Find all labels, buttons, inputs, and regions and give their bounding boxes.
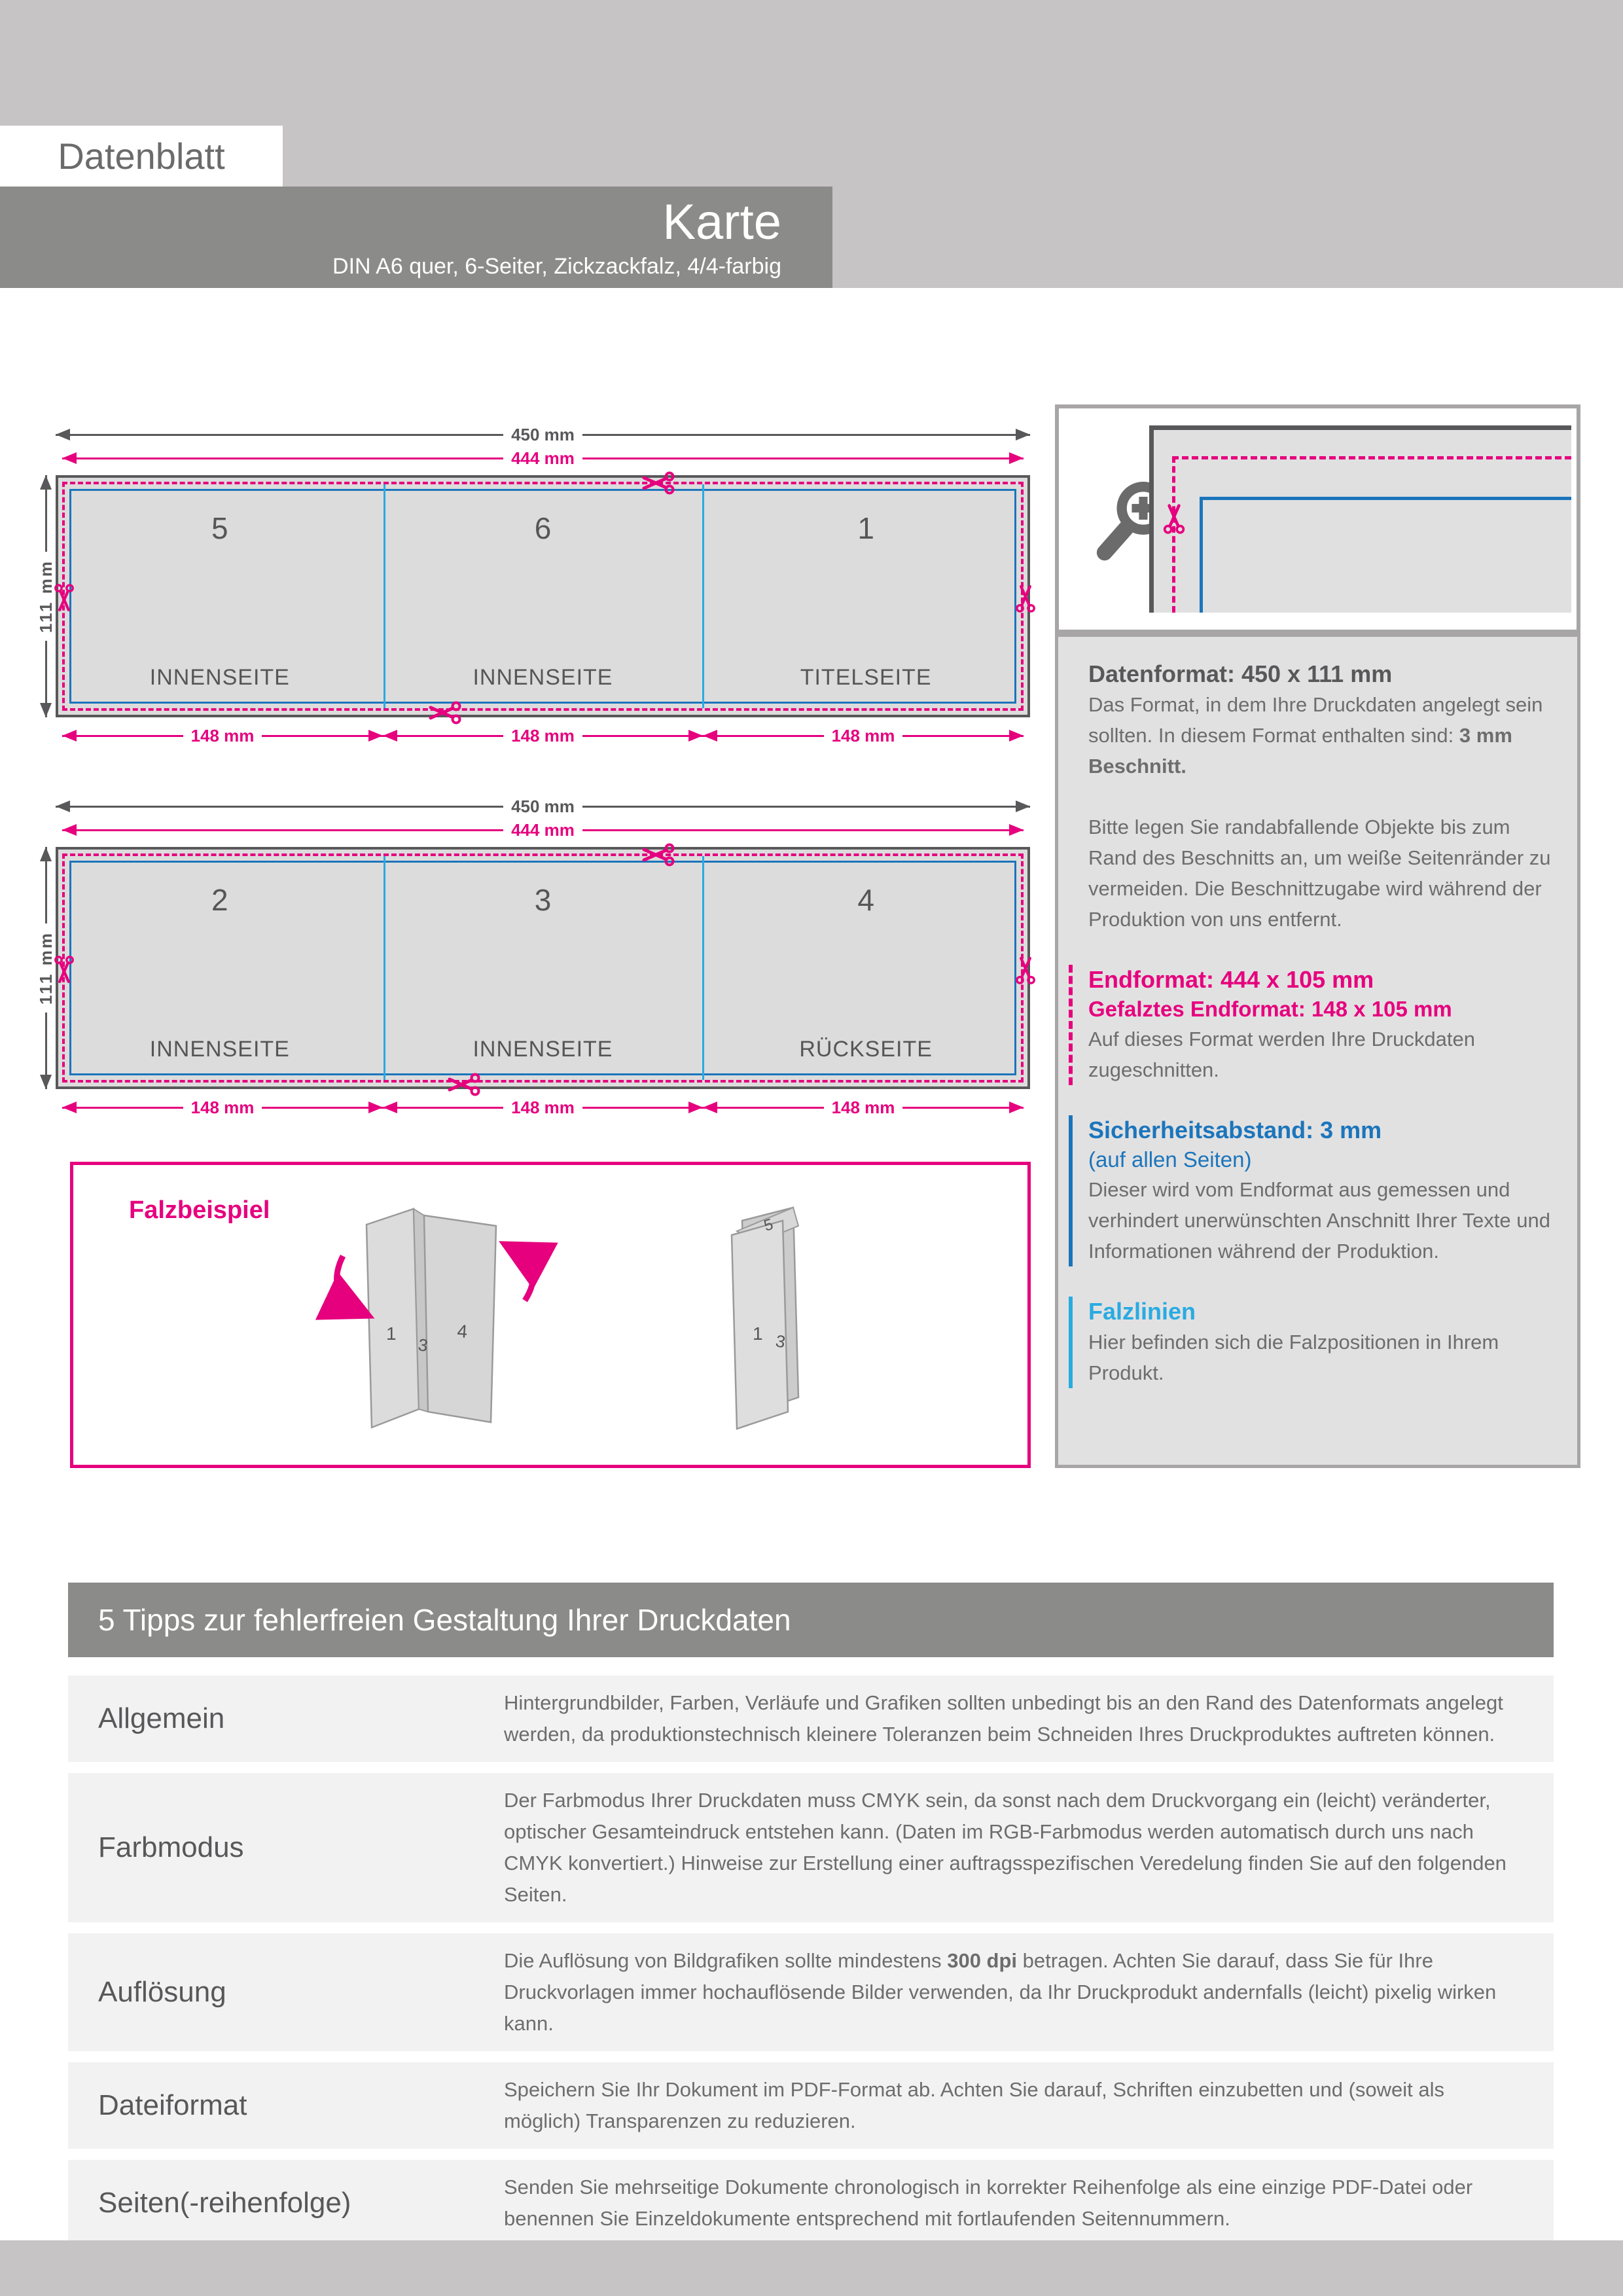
dim-label: 148 mm — [503, 726, 582, 746]
falzlinien-block — [1069, 1297, 1555, 1388]
svg-text:1: 1 — [386, 1323, 397, 1344]
product-title-band — [0, 187, 832, 288]
tip-text-part: betragen. Achten Sie darauf, dass Sie für Ihre Druckvorlagen immer hochauflösende Bilder verwenden, da Ihr Druckprodukt andernfalls (leicht) pixelig wirken kann. — [504, 1949, 1497, 2035]
panel-number: 2 — [211, 883, 228, 917]
panel-number: 1 — [857, 511, 874, 545]
doc-type-label: Datenblatt — [58, 135, 225, 177]
tip-row-dateiformat — [68, 2062, 1554, 2149]
tip-text-part: Die Auflösung von Bildgrafiken sollte mindestens — [504, 1949, 948, 1972]
dim-label: 444 mm — [503, 448, 582, 469]
sicherheitsabstand-block — [1069, 1115, 1555, 1266]
svg-text:5: 5 — [762, 1215, 776, 1235]
dim-label: 450 mm — [503, 425, 582, 445]
dim-panel-width — [703, 726, 1024, 745]
svg-text:1: 1 — [753, 1323, 763, 1344]
panel-label: INNENSEITE — [149, 1037, 290, 1062]
tip-text-part: Der Farbmodus Ihrer Druckdaten muss CMYK sein, da sonst nach dem Druckvorgang ein (leicht) veränderter, optischer Gesamteindruck entstehen kann. (Daten im RGB-Farbmodus werden automatisch durch uns nach CMYK konvertiert.) Hinweise zur Erstellung einer auftragsspezifischen Veredelung finden Sie auf den folgenden Seiten. — [504, 1789, 1507, 1906]
page-header — [0, 0, 1623, 288]
sicherheitsabstand-subheading: (auf allen Seiten) — [1088, 1147, 1252, 1172]
endformat-subheading: Gefalztes Endformat: 148 x 105 mm — [1088, 997, 1452, 1021]
endformat-block — [1069, 965, 1555, 1085]
panel-label: TITELSEITE — [800, 665, 932, 690]
tip-row-aufloesung — [68, 1933, 1554, 2051]
tip-row-allgemein — [68, 1676, 1554, 1762]
safety-margin-line — [1200, 497, 1571, 500]
endformat-cut-line — [1172, 456, 1571, 459]
tip-row-seitenreihenfolge — [68, 2160, 1554, 2246]
panel-label: INNENSEITE — [473, 1037, 613, 1062]
tip-row-farbmodus — [68, 1773, 1554, 1922]
dim-datenformat-width — [56, 425, 1030, 444]
dim-label: 148 mm — [183, 726, 262, 746]
print-sheet — [56, 847, 1030, 1089]
panel-label: INNENSEITE — [149, 665, 290, 690]
scissors-icon — [54, 583, 75, 613]
sheet-panel — [58, 478, 382, 715]
panel-number: 5 — [211, 511, 228, 545]
sheet-panel — [382, 850, 705, 1086]
tip-text-part: Senden Sie mehrseitige Dokumente chronologisch in korrekter Reihenfolge als eine einzige PDF-Datei oder benennen Sie Einzeldokumente entsprechend mit fortlaufenden Seitennummern. — [504, 2176, 1473, 2230]
tip-text — [504, 1785, 1515, 1910]
tip-label: Farbmodus — [98, 1831, 244, 1863]
dim-panel-width — [383, 1098, 703, 1117]
tip-text — [504, 2074, 1515, 2137]
dim-panel-width — [383, 726, 703, 745]
sheet-panel — [58, 850, 382, 1086]
dim-label: 450 mm — [503, 797, 582, 817]
tips-header-band — [68, 1583, 1554, 1657]
dim-endformat-width — [62, 821, 1024, 839]
scissors-icon — [640, 843, 675, 867]
panel-number: 3 — [534, 883, 552, 917]
sicherheitsabstand-heading: Sicherheitsabstand: 3 mm — [1088, 1117, 1382, 1143]
dim-label: 148 mm — [183, 1098, 262, 1118]
format-diagram-front — [35, 419, 1041, 798]
dim-panel-width — [62, 1098, 383, 1117]
tip-label: Allgemein — [98, 1702, 225, 1734]
tip-label: Dateiformat — [98, 2089, 247, 2121]
dim-panel-width — [703, 1098, 1024, 1117]
dim-panel-width — [62, 726, 383, 745]
tip-label: Auflösung — [98, 1976, 226, 2008]
tip-text-bold: 300 dpi — [947, 1949, 1018, 1972]
dim-datenformat-height — [37, 847, 55, 1089]
scissors-icon — [1015, 955, 1036, 985]
zigzag-fold-closed-illustration — [695, 1201, 852, 1443]
format-info-panel — [1055, 634, 1580, 1468]
panel-label: INNENSEITE — [473, 665, 613, 690]
datenformat-block — [1088, 659, 1555, 781]
dim-label: 111 mm — [36, 924, 56, 1013]
zigzag-fold-open-illustration — [309, 1201, 584, 1443]
tips-title: 5 Tipps zur fehlerfreien Gestaltung Ihrer Druckdaten — [98, 1603, 791, 1637]
fold-arrow-icon — [514, 1249, 533, 1300]
dim-label: 148 mm — [824, 1098, 903, 1118]
falzlinien-body: Hier befinden sich die Falzpositionen in Ihrem Produkt. — [1088, 1331, 1499, 1384]
tip-label: Seiten(-reihenfolge) — [98, 2187, 351, 2219]
scissors-icon — [446, 1073, 481, 1096]
bleed-note-body: Bitte legen Sie randabfallende Objekte bis zum Rand des Beschnitts an, um weiße Seitenränder zu vermeiden. Die Beschnittzugabe wird während der Produktion von uns entfernt. — [1088, 816, 1551, 931]
fold-example-title: Falzbeispiel — [129, 1196, 270, 1224]
tip-text — [504, 1687, 1515, 1750]
product-subtitle: DIN A6 quer, 6-Seiter, Zickzackfalz, 4/4-farbig — [332, 253, 781, 279]
tip-text-part: Hintergrundbilder, Farben, Verläufe und Grafiken sollten unbedingt bis an den Rand des Datenformats angelegt werden, da produktionstechnisch kleinere Toleranzen beim Schneiden Ihres Druckproduktes auftreten können. — [504, 1691, 1503, 1746]
panel-label: RÜCKSEITE — [799, 1037, 933, 1062]
tips-table — [68, 1676, 1554, 2257]
fold-example-box — [70, 1162, 1031, 1468]
body-text: Das Format, in dem Ihre Druckdaten angelegt sein sollten. In diesem Format enthalten sind: — [1088, 693, 1543, 747]
dim-label: 148 mm — [824, 726, 903, 746]
svg-text:3: 3 — [774, 1331, 787, 1352]
dim-label: 111 mm — [36, 552, 56, 641]
scissors-icon — [1015, 583, 1036, 613]
falzlinien-heading: Falzlinien — [1088, 1298, 1196, 1325]
dim-label: 148 mm — [503, 1098, 582, 1118]
dim-datenformat-width — [56, 797, 1030, 816]
format-diagram-back — [35, 791, 1041, 1170]
tip-text — [504, 1945, 1515, 2039]
panel-number: 4 — [857, 883, 874, 917]
tip-text-part: Speichern Sie Ihr Dokument im PDF-Format ab. Achten Sie darauf, Schriften einzubetten und (soweit als möglich) Transparenzen zu reduzieren. — [504, 2078, 1445, 2132]
sheet-panel — [704, 850, 1027, 1086]
sheet-corner-detail — [1149, 425, 1571, 613]
panel-number: 6 — [534, 511, 552, 545]
sheet-panel — [382, 478, 705, 715]
bleed-note-block — [1088, 812, 1555, 935]
dim-datenformat-height — [37, 475, 55, 717]
fold-arrow-icon — [337, 1256, 359, 1311]
endformat-heading: Endformat: 444 x 105 mm — [1088, 966, 1374, 993]
safety-margin-line — [1200, 497, 1203, 613]
endformat-body: Auf dieses Format werden Ihre Druckdaten zugeschnitten. — [1088, 1028, 1475, 1081]
scissors-icon — [640, 471, 675, 495]
datenformat-heading: Datenformat: 450 x 111 mm — [1088, 660, 1393, 687]
datenformat-body — [1088, 689, 1555, 781]
print-sheet — [56, 475, 1030, 717]
svg-text:3: 3 — [417, 1335, 429, 1355]
product-title: Karte — [662, 194, 781, 250]
doc-type-box — [0, 126, 283, 187]
page-footer-band — [0, 2240, 1623, 2296]
dim-endformat-width — [62, 449, 1024, 467]
scissors-icon — [1163, 502, 1185, 535]
body-text-bold: 3 mm Beschnitt. — [1088, 724, 1512, 778]
scissors-icon — [427, 701, 462, 725]
svg-text:4: 4 — [456, 1321, 469, 1342]
corner-detail-box — [1055, 404, 1580, 634]
sheet-panel — [704, 478, 1027, 715]
tip-text — [504, 2172, 1515, 2234]
scissors-icon — [54, 955, 75, 985]
dim-label: 444 mm — [503, 820, 582, 840]
sicherheitsabstand-body: Dieser wird vom Endformat aus gemessen und verhindert unerwünschten Anschnitt Ihrer Texte und Informationen während der Produktion. — [1088, 1178, 1550, 1263]
